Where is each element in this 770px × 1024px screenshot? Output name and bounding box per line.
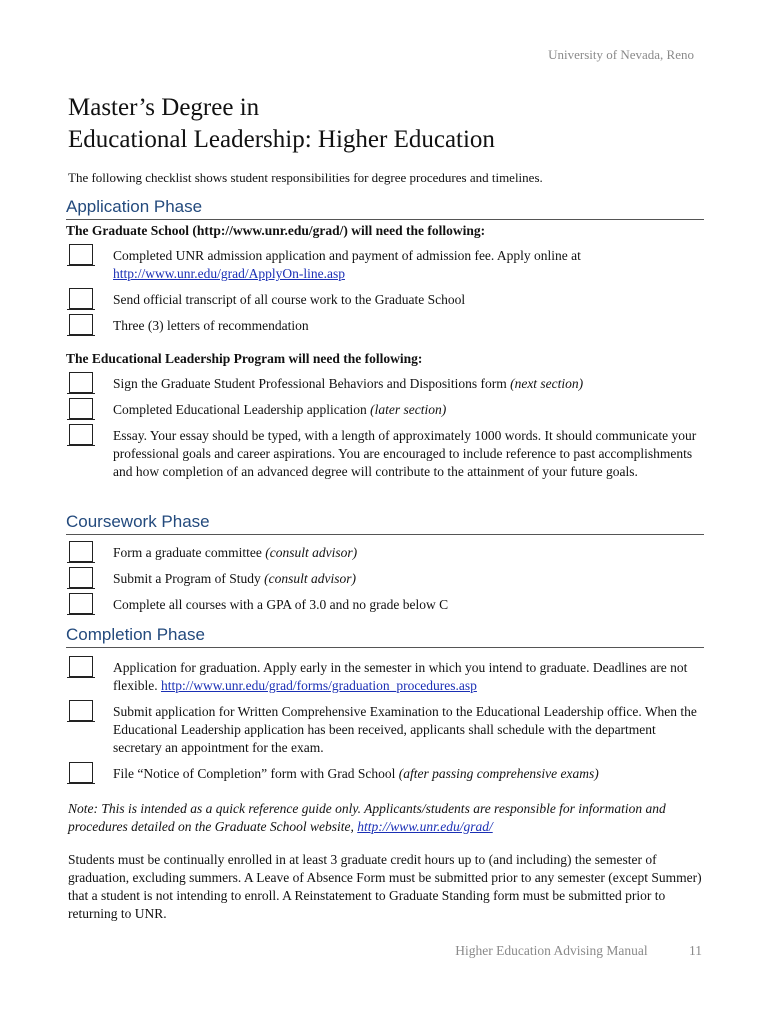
checklist-item: Completed UNR admission application and payment of admission fee. Apply online at http://www.unr.edu/grad/ApplyOn-line.asp [66, 247, 704, 283]
university-header: University of Nevada, Reno [548, 47, 694, 62]
checkbox[interactable] [69, 700, 93, 721]
enrollment-paragraph: Students must be continually enrolled in at least 3 graduate credit hours up to (and including) the semester of graduation, excluding summers. A Leave of Absence Form must be submitted prior to any semester (except Summer) that a student is not intending to enroll. A Reinstatement to Graduate Standing form must be submitted prior to returning to UNR. [68, 852, 702, 921]
checklist-item: Complete all courses with a GPA of 3.0 and no grade below C [66, 596, 704, 614]
intro-text: The following checklist shows student responsibilities for degree procedures and timelines. [68, 170, 543, 185]
checklist-item: Three (3) letters of recommendation [66, 317, 704, 335]
checkbox[interactable] [69, 762, 93, 783]
checklist-item: Submit application for Written Comprehensive Examination to the Educational Leadership office. When the Educational Leadership application has been received, applicants shall schedule with the department secretary an appointment for the exam. [66, 703, 704, 757]
checkbox[interactable] [69, 541, 93, 562]
checklist-item: Submit a Program of Study (consult advisor) [66, 570, 704, 588]
apply-online-link[interactable]: http://www.unr.edu/grad/ApplyOn-line.asp [113, 266, 345, 281]
checklist-item: Completed Educational Leadership application (later section) [66, 401, 704, 419]
page-footer [455, 943, 702, 959]
checklist-item: File “Notice of Completion” form with Grad School (after passing comprehensive exams) [66, 765, 704, 783]
application-phase-heading: Application Phase [66, 197, 704, 220]
reference-note: Note: This is intended as a quick reference guide only. Applicants/students are responsible for information and procedures detailed on the Graduate School website, http://www.unr.edu/grad/ [68, 801, 666, 834]
checkbox[interactable] [69, 656, 93, 677]
checkbox[interactable] [69, 244, 93, 265]
graduation-procedures-link[interactable]: http://www.unr.edu/grad/forms/graduation_procedures.asp [160, 678, 477, 693]
checklist-item: Application for graduation. Apply early in the semester in which you intend to graduate. Deadlines are not flexible. http://www.unr.edu/grad/forms/graduation_procedures.asp [66, 659, 704, 695]
checkbox[interactable] [69, 314, 93, 335]
checkbox[interactable] [69, 372, 93, 393]
completion-phase-section [66, 625, 704, 783]
title-line-1: Master’s Degree in [68, 94, 260, 121]
page-title [68, 92, 495, 156]
manual-title: Higher Education Advising Manual [455, 943, 648, 958]
checkbox[interactable] [69, 288, 93, 309]
program-label: The Educational Leadership Program will need the following: [66, 351, 423, 366]
grad-website-link[interactable]: http://www.unr.edu/grad/ [357, 819, 493, 834]
grad-school-label: The Graduate School (http://www.unr.edu/grad/) will need the following: [66, 223, 486, 238]
checklist-item: Send official transcript of all course work to the Graduate School [66, 291, 704, 309]
application-phase-section [66, 197, 704, 481]
title-line-2: Educational Leadership: Higher Education [68, 126, 495, 153]
page-number: 11 [689, 943, 702, 958]
coursework-phase-heading: Coursework Phase [66, 512, 704, 535]
checkbox[interactable] [69, 567, 93, 588]
checkbox[interactable] [69, 398, 93, 419]
coursework-phase-section [66, 512, 704, 614]
checklist-item: Form a graduate committee (consult advisor) [66, 544, 704, 562]
completion-phase-heading: Completion Phase [66, 625, 704, 648]
checkbox[interactable] [69, 593, 93, 614]
checklist-item: Essay. Your essay should be typed, with a length of approximately 1000 words. It should communicate your professional goals and career aspirations. You are encouraged to include reference to past accomplishments and how completion of an advanced degree will contribute to the attainment of your future goals. [66, 427, 704, 481]
checkbox[interactable] [69, 424, 93, 445]
checklist-item: Sign the Graduate Student Professional Behaviors and Dispositions form (next section) [66, 375, 704, 393]
